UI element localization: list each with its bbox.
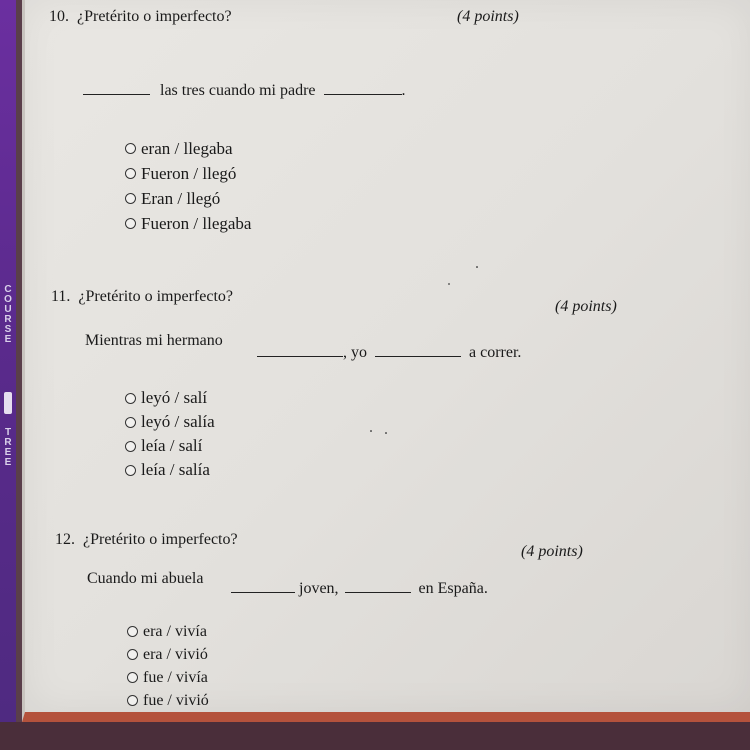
question-12-options [127,620,209,712]
radio-button[interactable] [125,193,136,204]
question-12-sentence: Cuando mi abuela [87,570,204,587]
option-12-b[interactable]: era / vivió [127,643,209,666]
question-11-sentence-rest: , yo a correr. [257,340,521,362]
option-10-a[interactable]: eran / llegaba [125,136,251,161]
radio-button[interactable] [125,393,136,404]
screen-speck [370,430,372,432]
side-strip-icon [4,392,12,414]
answer-blank-2 [324,78,402,95]
option-12-a[interactable]: era / vivía [127,620,209,643]
screen-speck [448,283,450,285]
question-12-sentence-rest: joven, en España. [231,576,488,598]
radio-button[interactable] [125,143,136,154]
option-10-d[interactable]: Fueron / llegaba [125,211,251,236]
radio-button[interactable] [125,218,136,229]
option-11-b[interactable]: leyó / salía [125,410,215,434]
option-12-d[interactable]: fue / vivió [127,689,209,712]
question-10-points: (4 points) [457,8,519,25]
option-11-d[interactable]: leía / salía [125,458,215,482]
side-strip-bottom-letters: T R E E [4,427,12,468]
radio-button[interactable] [125,441,136,452]
radio-button[interactable] [125,417,136,428]
option-11-a[interactable]: leyó / salí [125,386,215,410]
radio-button[interactable] [127,626,138,637]
question-12-points: (4 points) [521,543,583,560]
question-11-points: (4 points) [555,298,617,315]
option-10-b[interactable]: Fueron / llegó [125,161,251,186]
option-10-c[interactable]: Eran / llegó [125,186,251,211]
question-11-options [125,386,215,482]
answer-blank-1 [231,576,295,593]
option-11-c[interactable]: leía / salí [125,434,215,458]
screen-speck [476,266,478,268]
question-10-sentence: las tres cuando mi padre . [83,78,406,100]
side-strip [0,0,16,750]
answer-blank-1 [83,78,150,95]
screen-speck [385,432,387,434]
radio-button[interactable] [125,465,136,476]
side-strip-top-letters: C O U R S E [4,284,12,345]
radio-button[interactable] [125,168,136,179]
answer-blank-1 [257,340,343,357]
question-11-title: 11. ¿Pretérito o imperfecto? [51,288,233,305]
answer-blank-2 [375,340,461,357]
radio-button[interactable] [127,672,138,683]
radio-button[interactable] [127,695,138,706]
question-10-title: 10. ¿Pretérito o imperfecto? [49,8,232,25]
radio-button[interactable] [127,649,138,660]
question-12-title: 12. ¿Pretérito o imperfecto? [55,531,238,548]
question-10-options [125,136,251,236]
quiz-page [22,0,750,722]
screen-bezel [0,722,750,750]
answer-blank-2 [345,576,411,593]
option-12-c[interactable]: fue / vivía [127,666,209,689]
question-11-sentence: Mientras mi hermano [85,332,223,349]
